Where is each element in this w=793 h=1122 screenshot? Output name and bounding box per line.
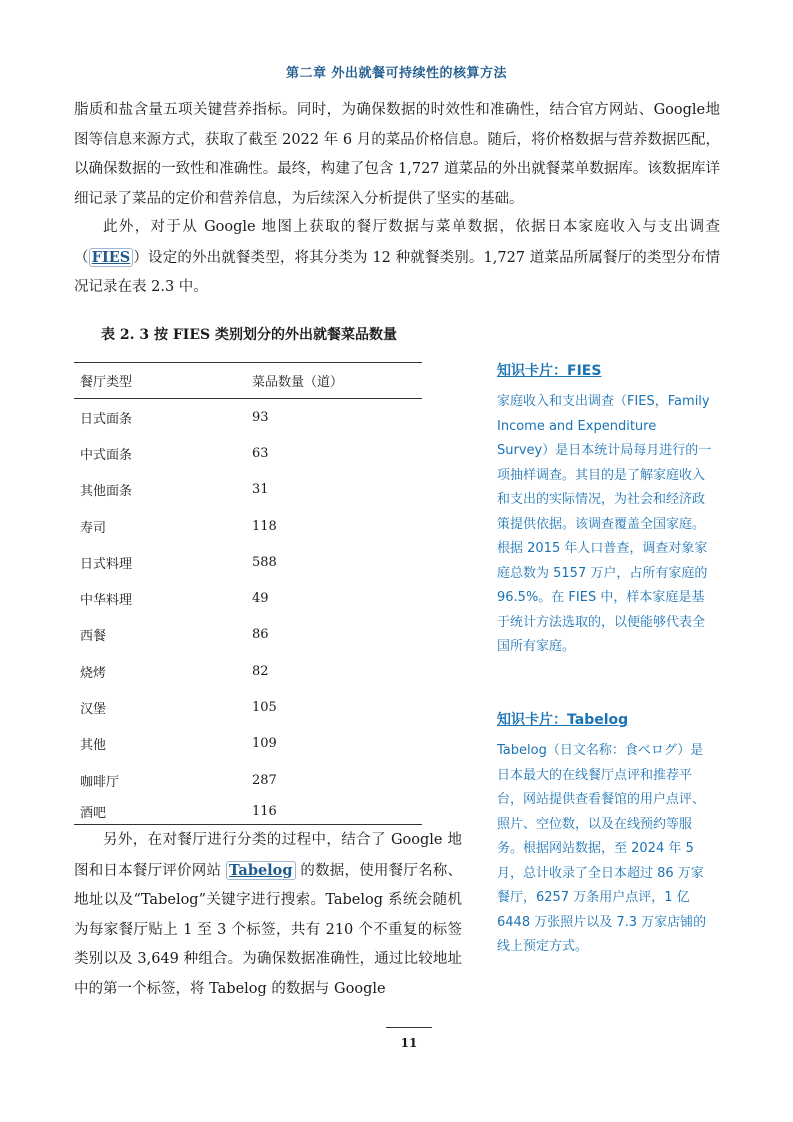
table-caption: 表 2. 3 按 FIES 类别划分的外出就餐菜品数量 [101,327,397,343]
fies-link[interactable]: FIES [89,248,134,267]
table-row [74,580,422,616]
table-row [74,435,422,471]
paragraph-text: 的数据，使用餐厅名称、地址以及“Tabelog”关键字进行搜索。Tabelog 系统会随机为每家餐厅贴上 1 至 3 个标签，共有 210 个不重复的标签类别以及 3,649 种组合。为确保数据准确性，通过比较地址中的第一个标签，将 Tabelog 的数据与 Google [74,862,463,997]
count-cell: 31 [252,482,269,498]
category-cell: 西餐 [80,629,107,645]
paragraph-text: 另外，在对餐厅进行分类的过程中，结合了 Google 地图和日本餐厅评价网站 [74,832,462,879]
category-cell: 其他面条 [80,484,133,500]
footer-divider [386,1027,432,1028]
count-cell: 287 [252,772,277,788]
column-header: 菜品数量（道） [246,363,422,399]
count-cell: 105 [252,700,277,716]
category-cell: 酒吧 [74,798,246,825]
table-row [74,544,422,580]
category-cell: 中华料理 [80,593,133,609]
card-title: 知识卡片：Tabelog [497,712,629,728]
category-cell: 其他 [80,738,107,754]
knowledge-card-fies [497,360,712,660]
paragraph-text: ）设定的外出就餐类型，将其分类为 12 种就餐类别。1,727 道菜品所属餐厅的类型分布情况记录在表 2.3 中。 [74,249,721,295]
category-cell: 咖啡厅 [80,774,120,790]
table-row [74,798,422,825]
restaurant-category-table [74,362,422,825]
count-cell: 63 [252,445,269,461]
count-cell: 86 [252,627,269,643]
category-cell: 烧烤 [80,665,107,681]
table-header-row [74,363,422,399]
count-cell: 93 [252,409,269,425]
category-cell: 日式面条 [80,411,133,427]
table-row [74,653,422,689]
card-title: 知识卡片：FIES [497,363,602,379]
tabelog-link[interactable]: Tabelog [226,861,295,880]
category-cell: 中式面条 [80,447,133,463]
body-paragraph-2 [74,213,720,303]
body-paragraph-1: 脂质和盐含量五项关键营养指标。同时，为确保数据的时效性和准确性，结合官方网站、Google地图等信息来源方式，获取了截至 2022 年 6 月的菜品价格信息。随后，将价格数据与营养数据匹配，以确保数据的一致性和准确性。最终，构建了包含 1,727 道菜品的外出就餐菜单数据库。该数据库详细记录了菜品的定价和营养信息，为后续深入分析提供了坚实的基础。 [74,102,720,207]
column-header: 餐厅类型 [74,363,246,399]
table-row [74,617,422,653]
table-row [74,508,422,544]
category-cell: 寿司 [80,520,107,536]
count-cell: 118 [252,518,277,534]
table-row [74,399,422,436]
count-cell: 82 [252,663,269,679]
card-body: Tabelog（日文名称：食べログ）是日本最大的在线餐厅点评和推荐平台，网站提供查看餐馆的用户点评、照片、空位数，以及在线预约等服务。根据网站数据，至 2024 年 5 月，总计收录了全日本超过 86 万家餐厅，6257 万条用户点评，1 亿 6448 万张照片以及 7.3 万家店铺的线上预定方式。 [497,743,707,954]
category-cell: 日式料理 [80,556,133,572]
count-cell: 588 [252,554,277,570]
chapter-header: 第二章 外出就餐可持续性的核算方法 [285,66,508,81]
table-row [74,726,422,762]
body-paragraph-3 [74,826,462,1004]
table-row [74,689,422,725]
paragraph-text: 此外，对于从 Google 地图上获取的餐厅数据与菜单数据，依据日本家庭收入与支出调查（ [74,219,720,266]
table-row [74,472,422,508]
card-body: 家庭收入和支出调查（FIES，Family Income and Expenditure Survey）是日本统计局每月进行的一项抽样调查。其目的是了解家庭收入和支出的实际情况，为社会和经济政策提供依据。该调查覆盖全国家庭。根据 2015 年人口普查，调查对象家庭总数为 5157 万户，占所有家庭的 96.5%。在 FIES 中，样本家庭是基于统计方法选取的，以便能够代表全国所有家庭。 [497,394,712,654]
count-cell: 116 [246,798,422,825]
count-cell: 109 [252,736,277,752]
page-number: 11 [400,1036,418,1050]
count-cell: 49 [252,591,269,607]
category-cell: 汉堡 [80,702,107,718]
table-row [74,762,422,798]
knowledge-card-tabelog [497,709,712,960]
